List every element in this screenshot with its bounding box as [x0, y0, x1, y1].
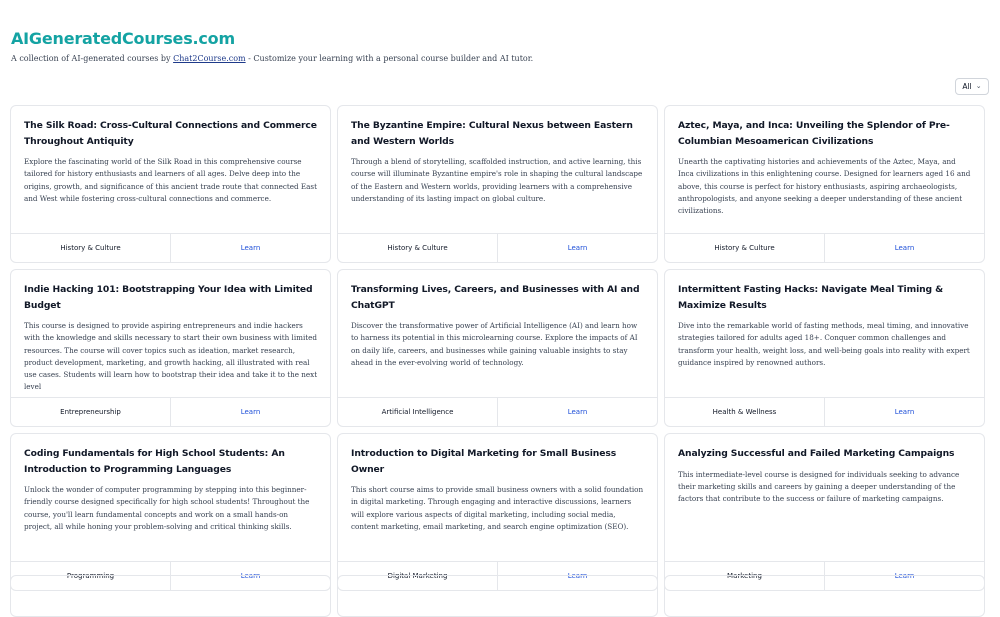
learn-link[interactable]: Learn	[894, 408, 915, 416]
chat2course-link[interactable]: Chat2Course.com	[173, 54, 246, 63]
course-title[interactable]: Indie Hacking 101: Bootstrapping Your Idea with Limited Budget	[24, 284, 313, 311]
course-description: Unearth the captivating histories and achievements of the Aztec, Maya, and Inca civilizations in this enlightening course. Designed for learners aged 16 and above, this course is perfect for history enthusiasts, aspiring archaeologists, anthropologists, and anyone seeking a deeper understanding of these ancient civilizations.	[678, 157, 971, 216]
course-card	[10, 433, 331, 591]
learn-link[interactable]: Learn	[894, 244, 915, 252]
chevron-down-icon: ⌄	[975, 81, 982, 90]
course-card-body	[11, 434, 330, 563]
learn-link[interactable]: Learn	[894, 572, 915, 580]
learn-link[interactable]: Learn	[567, 244, 588, 252]
course-card	[10, 269, 331, 427]
course-card	[664, 433, 985, 591]
course-description: Discover the transformative power of Artificial Intelligence (AI) and learn how to harness its potential in this microlearning course. Explore the impacts of AI on daily life, careers, and businesses while gaining valuable insights to stay ahead in the ever-evolving world of technology.	[351, 321, 638, 367]
next-row-partial	[10, 575, 986, 617]
category-filter-select[interactable]	[955, 78, 989, 95]
learn-link[interactable]: Learn	[567, 572, 588, 580]
course-description: Through a blend of storytelling, scaffolded instruction, and active learning, this course will illuminate Byzantine empire's role in shaping the cultural landscape of the Eastern and Western worlds, providing learners with a comprehensive understanding of its lasting impact on global culture.	[351, 157, 643, 203]
course-card-partial	[337, 575, 658, 617]
course-category: Digital Marketing	[338, 562, 498, 590]
course-description: This course is designed to provide aspiring entrepreneurs and indie hackers with the knowledge and skills necessary to start their own business with limited resources. The course will cover topics such as ideation, market research, product development, marketing, and growth hacking, all illustrated with real use cases. Students will learn how to bootstrap their idea and take it to the next level	[24, 321, 318, 392]
course-card-footer	[665, 397, 984, 426]
course-card-footer	[338, 397, 657, 426]
course-card-body	[11, 270, 330, 399]
tagline-prefix: A collection of AI-generated courses by	[11, 54, 174, 63]
tagline-suffix: - Customize your learning with a personal course builder and AI tutor.	[245, 54, 534, 63]
course-title[interactable]: Intermittent Fasting Hacks: Navigate Meal Timing & Maximize Results	[678, 284, 944, 311]
learn-link[interactable]: Learn	[240, 244, 261, 252]
course-category: Marketing	[665, 562, 825, 590]
course-description: Dive into the remarkable world of fasting methods, meal timing, and innovative strategies tailored for adults aged 18+. Conquer common challenges and transform your health, weight loss, and well-being goals into reality with expert guidance inspired by renowned authors.	[678, 321, 970, 367]
filter-selected-value: All	[962, 82, 972, 91]
course-category: Programming	[11, 562, 171, 590]
course-card-partial	[10, 575, 331, 617]
course-title[interactable]: Transforming Lives, Careers, and Businesses with AI and ChatGPT	[351, 284, 640, 311]
course-card	[664, 269, 985, 427]
tagline	[11, 54, 533, 64]
course-card-footer	[665, 233, 984, 262]
course-card-body	[338, 106, 657, 235]
course-card	[337, 433, 658, 591]
course-description: This intermediate-level course is designed for individuals seeking to advance their marketing skills and careers by gaining a deeper understanding of the factors that contribute to the success or failure of marketing campaigns.	[678, 469, 960, 504]
course-card	[10, 105, 331, 263]
course-title[interactable]: The Byzantine Empire: Cultural Nexus between Eastern and Western Worlds	[351, 120, 633, 147]
course-category: Artificial Intelligence	[338, 398, 498, 426]
course-description: Explore the fascinating world of the Silk Road in this comprehensive course tailored for history enthusiasts and learners of all ages. Delve deep into the origins, growth, and significance of this ancient trade route that connected East and West while fostering cross-cultural connections and commerce.	[24, 157, 317, 203]
course-description: Unlock the wonder of computer programming by stepping into this beginner-friendly course designed specifically for high school students! Throughout the course, you'll learn fundamental concepts and work on a small hands-on project, all while honing your problem-solving and critical thinking skills.	[24, 485, 310, 531]
course-card-footer	[11, 233, 330, 262]
learn-link[interactable]: Learn	[567, 408, 588, 416]
course-card-body	[11, 106, 330, 235]
course-card-body	[665, 434, 984, 563]
course-card-body	[338, 270, 657, 399]
course-title[interactable]: Aztec, Maya, and Inca: Unveiling the Splendor of Pre-Columbian Mesoamerican Civilizations	[678, 120, 950, 147]
course-category: History & Culture	[338, 234, 498, 262]
site-title[interactable]: AIGeneratedCourses.com	[11, 29, 235, 48]
course-title[interactable]: Analyzing Successful and Failed Marketing Campaigns	[678, 448, 955, 459]
site-header	[11, 30, 533, 64]
course-card-body	[338, 434, 657, 563]
course-category: Health & Wellness	[665, 398, 825, 426]
course-card-body	[665, 106, 984, 235]
course-card-footer	[11, 397, 330, 426]
learn-link[interactable]: Learn	[240, 408, 261, 416]
course-card-partial	[664, 575, 985, 617]
course-card-footer	[338, 233, 657, 262]
course-grid	[10, 105, 986, 591]
course-card-body	[665, 270, 984, 399]
course-title[interactable]: Coding Fundamentals for High School Students: An Introduction to Programming Languages	[24, 448, 285, 475]
course-card	[337, 269, 658, 427]
learn-link[interactable]: Learn	[240, 572, 261, 580]
course-title[interactable]: Introduction to Digital Marketing for Small Business Owner	[351, 448, 617, 475]
course-description: This short course aims to provide small business owners with a solid foundation in digital marketing. Through engaging and interactive discussions, learners will explore various aspects of digital marketing, including social media, content marketing, email marketing, and search engine optimization (SEO).	[351, 485, 644, 531]
course-category: Entrepreneurship	[11, 398, 171, 426]
course-title[interactable]: The Silk Road: Cross-Cultural Connections and Commerce Throughout Antiquity	[24, 120, 317, 147]
course-card	[337, 105, 658, 263]
course-category: History & Culture	[11, 234, 171, 262]
course-card	[664, 105, 985, 263]
course-category: History & Culture	[665, 234, 825, 262]
